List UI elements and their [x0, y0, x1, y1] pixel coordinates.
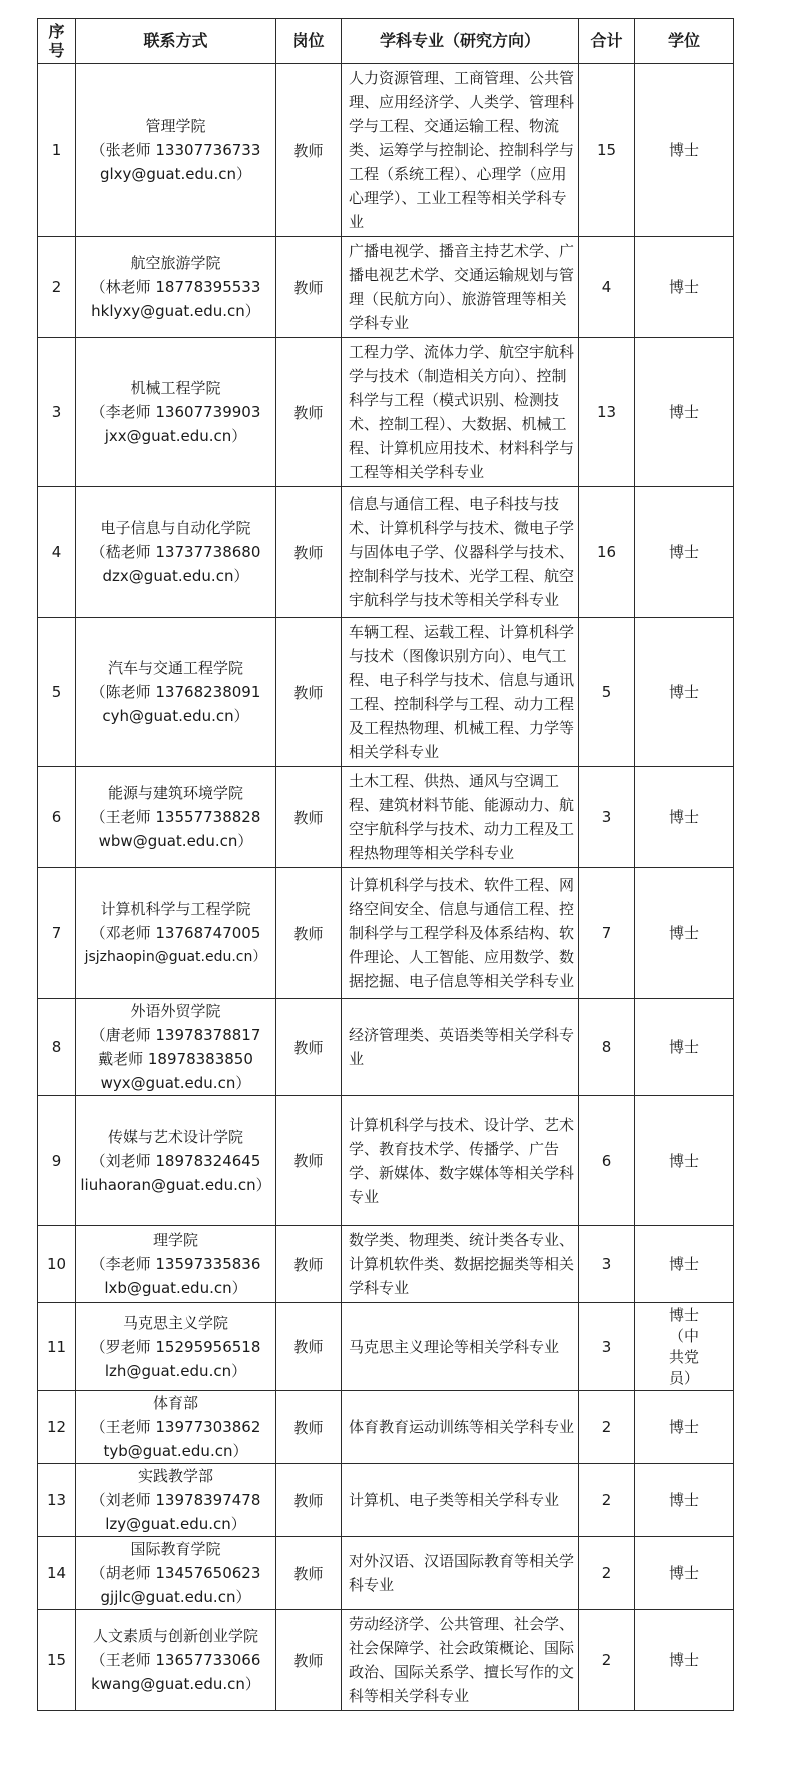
degree-cell: 博士 [635, 767, 734, 868]
position-cell: 教师 [276, 1303, 342, 1391]
row-number: 13 [38, 1464, 76, 1537]
degree-cell: 博士 [635, 1226, 734, 1303]
table-row [38, 64, 734, 237]
table-row [38, 237, 734, 338]
row-number: 3 [38, 338, 76, 487]
department-name: 计算机科学与工程学院 [100, 900, 251, 918]
contact-cell [76, 1464, 276, 1537]
position-cell: 教师 [276, 237, 342, 338]
table-row [38, 1226, 734, 1303]
teacher-phone: （罗老师 15295956518 [90, 1337, 261, 1356]
total-cell: 3 [579, 1226, 635, 1303]
teacher-phone: （王老师 13557738828 [90, 808, 261, 826]
department-name: 电子信息与自动化学院 [100, 519, 251, 537]
table-row [38, 1537, 734, 1610]
position-cell: 教师 [276, 1096, 342, 1226]
total-cell: 2 [579, 1610, 635, 1711]
department-name: 体育部 [152, 1394, 198, 1412]
row-number: 6 [38, 767, 76, 868]
row-number: 14 [38, 1537, 76, 1610]
email-link[interactable]: kwang@guat.edu.cn） [91, 1675, 260, 1693]
email-link[interactable]: jxx@guat.edu.cn） [104, 427, 247, 445]
email-link[interactable]: hklyxy@guat.edu.cn） [91, 302, 260, 320]
total-cell: 13 [579, 338, 635, 487]
degree-cell: 博士 [635, 1464, 734, 1537]
contact-cell [76, 487, 276, 618]
position-cell: 教师 [276, 1464, 342, 1537]
email-link[interactable]: lxb@guat.edu.cn） [104, 1279, 247, 1297]
department-name: 汽车与交通工程学院 [107, 659, 243, 677]
recruitment-table-container [37, 18, 734, 1711]
table-row [38, 618, 734, 767]
degree-cell: 博士（中共党员） [635, 1303, 734, 1391]
teacher-phone: （林老师 18778395533 [90, 278, 261, 296]
contact-cell [76, 1096, 276, 1226]
header-degree: 学位 [635, 19, 734, 64]
contact-cell [76, 237, 276, 338]
department-name: 外语外贸学院 [130, 1002, 221, 1020]
row-number: 12 [38, 1391, 76, 1464]
department-name: 能源与建筑环境学院 [107, 784, 243, 802]
total-cell: 7 [579, 868, 635, 999]
position-cell: 教师 [276, 1610, 342, 1711]
position-cell: 教师 [276, 767, 342, 868]
major-cell: 经济管理类、英语类等相关学科专业 [342, 999, 579, 1096]
degree-cell: 博士 [635, 868, 734, 999]
total-cell: 3 [579, 767, 635, 868]
degree-cell: 博士 [635, 618, 734, 767]
contact-cell [76, 1537, 276, 1610]
teacher-phone: （唐老师 13978378817 [90, 1026, 261, 1044]
email-link[interactable]: dzx@guat.edu.cn） [102, 567, 249, 585]
major-cell: 计算机、电子类等相关学科专业 [342, 1464, 579, 1537]
row-number: 1 [38, 64, 76, 237]
position-cell: 教师 [276, 999, 342, 1096]
email-link[interactable]: wyx@guat.edu.cn） [100, 1074, 251, 1092]
total-cell: 6 [579, 1096, 635, 1226]
row-number: 2 [38, 237, 76, 338]
header-no-line2: 号 [48, 41, 65, 60]
email-link[interactable]: cyh@guat.edu.cn） [102, 707, 249, 725]
total-cell: 2 [579, 1464, 635, 1537]
department-name: 理学院 [152, 1231, 198, 1249]
row-number: 10 [38, 1226, 76, 1303]
table-row [38, 1610, 734, 1711]
position-cell: 教师 [276, 487, 342, 618]
position-cell: 教师 [276, 618, 342, 767]
total-cell: 2 [579, 1537, 635, 1610]
row-number: 8 [38, 999, 76, 1096]
department-name: 管理学院 [145, 117, 206, 135]
department-name: 人文素质与创新创业学院 [92, 1627, 258, 1645]
major-cell: 马克思主义理论等相关学科专业 [342, 1303, 579, 1391]
department-name: 传媒与艺术设计学院 [107, 1127, 243, 1146]
degree-cell: 博士 [635, 1391, 734, 1464]
degree-cell: 博士 [635, 999, 734, 1096]
header-major: 学科专业（研究方向） [342, 19, 579, 64]
header-position: 岗位 [276, 19, 342, 64]
position-cell: 教师 [276, 1537, 342, 1610]
contact-cell [76, 64, 276, 237]
major-cell: 计算机科学与技术、软件工程、网络空间安全、信息与通信工程、控制科学与工程学科及体系结构、软件理论、人工智能、应用数学、数据挖掘、电子信息等相关学科专业 [342, 868, 579, 999]
major-cell: 体育教育运动训练等相关学科专业 [342, 1391, 579, 1464]
major-cell: 劳动经济学、公共管理、社会学、社会保障学、社会政策概论、国际政治、国际关系学、擅长写作的文科等相关学科专业 [342, 1610, 579, 1711]
total-cell: 3 [579, 1303, 635, 1391]
total-cell: 4 [579, 237, 635, 338]
contact-cell [76, 618, 276, 767]
table-row [38, 338, 734, 487]
teacher-phone: （邓老师 13768747005 [90, 924, 261, 942]
table-header-row [38, 19, 734, 64]
major-cell: 信息与通信工程、电子科技与技术、计算机科学与技术、微电子学与固体电子学、仪器科学与技术、控制科学与技术、光学工程、航空宇航科学与技术等相关学科专业 [342, 487, 579, 618]
major-cell: 工程力学、流体力学、航空宇航科学与技术（制造相关方向）、控制科学与工程（模式识别、检测技术、控制工程）、大数据、机械工程、计算机应用技术、材料科学与工程等相关学科专业 [342, 338, 579, 487]
major-cell: 土木工程、供热、通风与空调工程、建筑材料节能、能源动力、航空宇航科学与技术、动力工程及工程热物理等相关学科专业 [342, 767, 579, 868]
total-cell: 5 [579, 618, 635, 767]
email-link[interactable]: tyb@guat.edu.cn） [103, 1442, 248, 1460]
header-no [38, 19, 76, 64]
email-link[interactable]: lzy@guat.edu.cn） [105, 1515, 246, 1533]
total-cell: 8 [579, 999, 635, 1096]
teacher-phone-2: 戴老师 18978383850 [98, 1050, 253, 1068]
teacher-phone: （胡老师 13457650623 [90, 1564, 261, 1582]
row-number: 5 [38, 618, 76, 767]
major-cell: 车辆工程、运载工程、计算机科学与技术（图像识别方向）、电气工程、电子科学与技术、信息与通讯工程、控制科学与工程、动力工程及工程热物理、机械工程、力学等相关学科专业 [342, 618, 579, 767]
teacher-phone: （张老师 13307736733 [90, 141, 261, 159]
department-name: 机械工程学院 [130, 379, 221, 397]
position-cell: 教师 [276, 64, 342, 237]
table-row [38, 999, 734, 1096]
teacher-phone: （陈老师 13768238091 [90, 683, 261, 701]
table-row [38, 868, 734, 999]
header-contact: 联系方式 [76, 19, 276, 64]
row-number: 15 [38, 1610, 76, 1711]
row-number: 7 [38, 868, 76, 999]
teacher-phone: （刘老师 13978397478 [90, 1491, 261, 1509]
teacher-phone: （刘老师 18978324645 [90, 1151, 261, 1170]
position-cell: 教师 [276, 868, 342, 999]
teacher-phone: （李老师 13607739903 [90, 403, 261, 421]
position-cell: 教师 [276, 1391, 342, 1464]
row-number: 11 [38, 1303, 76, 1391]
department-name: 航空旅游学院 [130, 254, 221, 272]
email-link[interactable]: glxy@guat.edu.cn） [99, 165, 252, 183]
table-row [38, 1464, 734, 1537]
table-row [38, 767, 734, 868]
total-cell: 16 [579, 487, 635, 618]
degree-cell: 博士 [635, 338, 734, 487]
contact-cell [76, 338, 276, 487]
degree-cell: 博士 [635, 1610, 734, 1711]
total-cell: 2 [579, 1391, 635, 1464]
department-name: 国际教育学院 [130, 1540, 221, 1558]
header-total: 合计 [579, 19, 635, 64]
teacher-phone: （嵇老师 13737738680 [90, 543, 261, 561]
department-name: 马克思主义学院 [122, 1313, 228, 1332]
teacher-phone: （王老师 13657733066 [90, 1651, 261, 1669]
degree-cell: 博士 [635, 487, 734, 618]
table-row [38, 1303, 734, 1391]
contact-cell [76, 868, 276, 999]
email-link[interactable]: lzh@guat.edu.cn） [104, 1361, 247, 1380]
major-cell: 数学类、物理类、统计类各专业、计算机软件类、数据挖掘类等相关学科专业 [342, 1226, 579, 1303]
table-row [38, 1096, 734, 1226]
row-number: 9 [38, 1096, 76, 1226]
table-row [38, 1391, 734, 1464]
contact-cell [76, 1391, 276, 1464]
table-row [38, 487, 734, 618]
major-cell: 人力资源管理、工商管理、公共管理、应用经济学、人类学、管理科学与工程、交通运输工程、物流类、运筹学与控制论、控制科学与工程（系统工程）、心理学（应用心理学）、工业工程等相关学科专业 [342, 64, 579, 237]
contact-cell [76, 1303, 276, 1391]
degree-cell: 博士 [635, 64, 734, 237]
contact-cell [76, 1226, 276, 1303]
contact-cell [76, 767, 276, 868]
total-cell: 15 [579, 64, 635, 237]
position-cell: 教师 [276, 1226, 342, 1303]
row-number: 4 [38, 487, 76, 618]
major-cell: 计算机科学与技术、设计学、艺术学、教育技术学、传播学、广告学、新媒体、数字媒体等相关学科专业 [342, 1096, 579, 1226]
degree-cell: 博士 [635, 1096, 734, 1226]
department-name: 实践教学部 [137, 1467, 213, 1485]
degree-cell: 博士 [635, 237, 734, 338]
teacher-phone: （王老师 13977303862 [90, 1418, 261, 1436]
contact-cell [76, 1610, 276, 1711]
major-cell: 广播电视学、播音主持艺术学、广播电视艺术学、交通运输规划与管理（民航方向）、旅游管理等相关学科专业 [342, 237, 579, 338]
contact-cell [76, 999, 276, 1096]
degree-cell: 博士 [635, 1537, 734, 1610]
email-link[interactable]: wbw@guat.edu.cn） [98, 832, 253, 850]
email-link[interactable]: liuhaoran@guat.edu.cn） [80, 1175, 271, 1194]
email-link[interactable]: jsjzhaopin@guat.edu.cn） [84, 949, 267, 965]
recruitment-table [37, 18, 734, 1711]
position-cell: 教师 [276, 338, 342, 487]
header-no-line1: 序 [48, 22, 65, 41]
email-link[interactable]: gjjlc@guat.edu.cn） [100, 1588, 251, 1606]
teacher-phone: （李老师 13597335836 [90, 1255, 261, 1273]
major-cell: 对外汉语、汉语国际教育等相关学科专业 [342, 1537, 579, 1610]
